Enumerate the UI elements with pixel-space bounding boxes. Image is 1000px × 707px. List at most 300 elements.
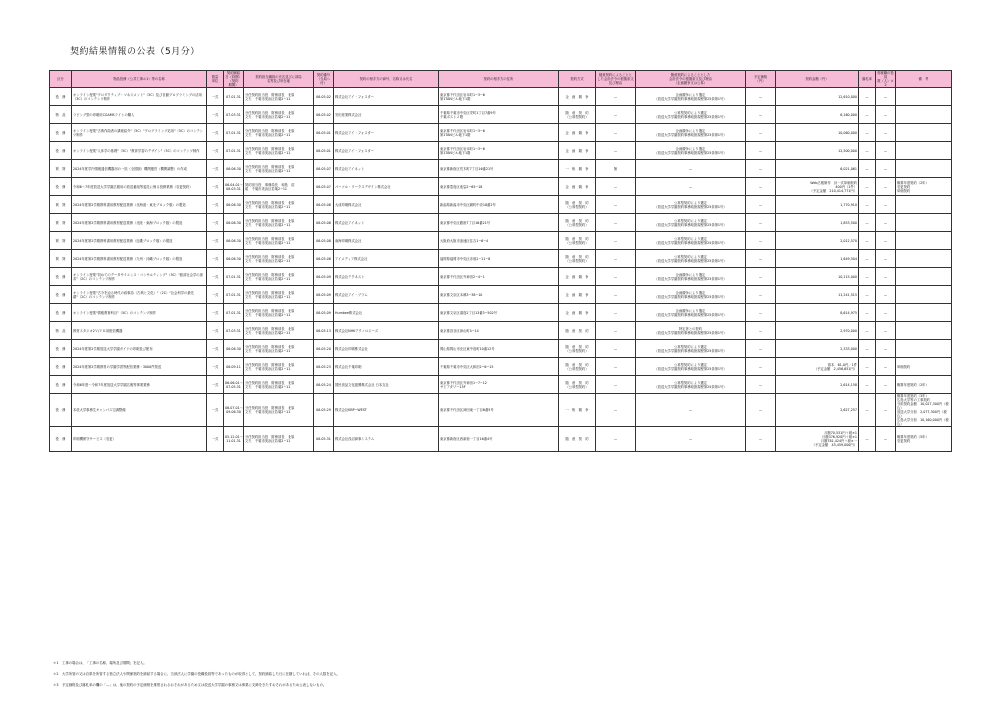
table-row [50,358,952,376]
table-cell: 賃 貸 [50,250,72,268]
table-cell: — [859,340,876,358]
table-cell: — [596,232,636,250]
table-cell [896,88,952,106]
table-cell: — [746,340,776,358]
table-cell [896,268,952,286]
table-cell: 東京都文京区本郷3−38−10 [439,286,559,304]
table-cell: 06.05.20 [314,340,334,358]
table-cell: — [746,250,776,268]
table-cell: 千葉県千葉市中央区栄町1丁目7番9号 千葉ポスト２階 [439,106,559,124]
table-cell: — [746,88,776,106]
table-cell: 06.05.09 [314,268,334,286]
table-cell: 公募型契約により選定 （放送大学学園契約事務取扱規程第25条第1号） [636,376,746,394]
table-cell: 06.05.02 [314,88,334,106]
table-cell: 役 務 [50,304,72,322]
table-cell: 随 意 契 約 （公募型契約） [559,250,596,268]
table-cell: 一 般 競 争 [559,394,596,427]
table-cell: 1,853,500 [776,214,859,232]
table-cell: 公募型契約により選定 （放送大学学園契約事務取扱規程第25条第1号） [636,232,746,250]
page-title: 契約結果情報の公表（5月分） [70,47,200,57]
table-cell: 概算年度契約（5年） 変更契約 [896,427,952,452]
table-cell: — [596,427,636,452]
column-header: 契約金額（円） [776,71,859,88]
table-row [50,376,952,394]
table-row [50,232,952,250]
table-row [50,214,952,232]
table-row [50,322,952,340]
table-cell: 一式 [207,196,224,214]
table-cell: 一 般 競 争 [559,160,596,178]
table-cell: 役 務 [50,142,72,160]
table-cell: — [859,322,876,340]
column-header: 物品役務（公共工事＊1）等の名称 [72,71,207,88]
table-cell: — [746,358,776,376]
table-cell: 一式 [207,268,224,286]
table-cell: 企画競争により選定 （放送大学学園契約事務取扱規程第25条第1号） [636,124,746,142]
table-cell: — [859,376,876,394]
table-cell: 企 画 競 争 [559,142,596,160]
table-cell: 東京都千代田区岩本町1−3−6 第1TANビル地下1階 [439,142,559,160]
table-cell: 単価契約 [896,358,952,376]
table-cell [896,250,952,268]
table-cell: — [746,142,776,160]
table-cell: — [876,427,896,452]
table-cell: 06.05.23 [314,358,334,376]
table-cell: — [746,394,776,427]
table-cell: 基本 61,0円／1件 （予定金額 2,456,651円） [776,358,859,376]
table-cell: 東京都千代田区外神田1−7−12 サピアタワー15F [439,376,559,394]
column-header: 予定価格 （円） [746,71,776,88]
table-cell: — [746,376,776,394]
table-cell: — [859,394,876,427]
table-row [50,427,952,452]
table-row [50,394,952,427]
table-cell: 株式会社アイ・ブラム [334,286,439,304]
table-cell: 福岡県福岡市中央区赤坂2−11−8 [439,250,559,268]
column-header: 契約方式 [559,71,596,88]
table-cell: 12,610,000 [776,88,859,106]
table-cell: 公募型契約により選定 （放送大学学園契約事務取扱規程第25条第1号） [636,358,746,376]
table-cell: 役 務 [50,88,72,106]
table-cell: — [746,196,776,214]
table-cell: — [746,124,776,142]
table-cell: 賃 貸 [50,160,72,178]
column-header: 再就職の役員 数（人）＊2 [877,71,894,87]
table-cell: — [876,214,896,232]
table-row [50,196,952,214]
table-cell: 大成印刷株式会社 [334,196,439,214]
table-cell: 一式 [207,214,224,232]
table-cell: 06.05.08 [314,214,334,232]
table-cell: 安田産業株式会社 [334,106,439,124]
table-cell: — [859,268,876,286]
table-cell: — [636,394,746,427]
table-cell: 一式 [207,160,224,178]
table-cell: 役 務 [50,358,72,376]
table-cell: — [876,160,896,178]
column-header: 随意契約によることと した会計法令の根拠条文 及び理由 [596,71,636,88]
table-cell: 公募型契約により選定 （放送大学学園契約事務取扱規程第25条第1号） [636,214,746,232]
table-row [50,268,952,286]
table-cell: 07.01.31 [224,88,244,106]
table-row [50,88,952,106]
table-cell: 株式会社アイ・フォスター [334,88,439,106]
table-cell: 公募型契約により選定 （放送大学学園契約事務取扱規程第25条第1号） [636,250,746,268]
table-cell: 06.05.31 [314,427,334,452]
table-cell: — [859,427,876,452]
table-body [50,88,952,452]
table-cell: 役 務 [50,340,72,358]
table-cell [896,142,952,160]
table-cell: 公募型契約により選定 （放送大学学園契約事務取扱規程第25条第1号） [636,106,746,124]
table-cell: 06.05.08 [314,250,334,268]
table-cell: 株式会社印刷株式会社 [334,340,439,358]
table-cell: 2024年度第2学期教科書用教材配送業務（北海道・東北ブロック版）の製造 [72,196,207,214]
table-cell: 06.06.30 [224,196,244,214]
table-cell: 株式会社アイ・フォスター [334,142,439,160]
table-cell: — [746,427,776,452]
table-cell: 東京都千代田区神田東一丁目6番5号 [439,394,559,427]
table-cell [896,286,952,304]
table-cell: 06.05.29 [314,394,334,427]
table-cell: 賃 貸 [50,196,72,214]
table-cell: 一式 [207,286,224,304]
table-cell: 随 意 契 約 （公募型契約） [559,214,596,232]
table-cell: 一式 [207,142,224,160]
table-cell: 概算年度契約（2年） 変更契約 単価契約 [896,178,952,196]
table-cell: 無 [596,160,636,178]
table-row [50,304,952,322]
table-cell: — [746,286,776,304]
table-cell: 2,627,257 [776,394,859,427]
table-cell: 東京都新宿区西新宿一丁目16番4号 [439,427,559,452]
table-cell: 06.06.01〜 07.05.31 [224,376,244,394]
table-cell: 06.04.01〜 08.03.31 [224,178,244,196]
table-cell: 契約担当役 事務局長 和島 浩 昭 千葉市美浜区若葉2−11 [244,178,314,196]
table-cell [896,124,952,142]
table-cell: 一式 [207,340,224,358]
table-cell: 随 意 契 約 （公募型契約） [559,376,596,394]
table-cell: 一式 [207,427,224,452]
table-cell: — [596,304,636,322]
table-cell: オンライン授業"情報教育科目"（5C）のコンテンツ制作 [72,304,207,322]
table-cell: — [596,268,636,286]
table-cell: — [876,250,896,268]
table-cell: 06.06.30 [224,232,244,250]
table-cell: 随 意 契 約 （公募型契約） [559,358,596,376]
table-cell: 株式会社アイ・フォスター [334,124,439,142]
table-cell: 一式 [207,358,224,376]
table-cell: 賃 貸 [50,232,72,250]
table-cell: 06.05.07 [314,160,334,178]
table-cell: — [636,160,746,178]
table-cell: オンライン授業"古今を辿る時代の叙事詩（古典と文化）"（2C）"社会科学の最先端"（2C）のコンテンツ制作 [72,286,207,304]
table-row [50,250,952,268]
table-cell: — [876,196,896,214]
table-cell: 2024年度第2学期教材の学園学習等配信業務・3000件発送 [72,358,207,376]
table-cell: — [596,196,636,214]
table-cell [896,322,952,340]
table-cell: — [596,250,636,268]
table-cell: — [876,232,896,250]
table-cell: 分任契約担当役 財務部長 北原 文夫 千葉市美浜区若葉2−11 [244,250,314,268]
table-cell: 令和6〜7年度放送大学学園広報用の放送番組等委託に係る役務業務（変更契約） [72,178,207,196]
table-cell: 分任契約担当役 財務部長 北原 文夫 千葉市美浜区若葉2−11 [244,268,314,286]
table-cell: 企 画 競 争 [559,124,596,142]
table-cell: 分任契約担当役 財務部長 北原 文夫 千葉市美浜区若葉2−11 [244,142,314,160]
table-cell: 企 画 競 争 [559,286,596,304]
table-cell: 役 務 [50,394,72,427]
table-cell: 2,970,000 [776,322,859,340]
table-cell: — [859,232,876,250]
table-cell: 随 意 契 約 （公募型契約） [559,232,596,250]
table-cell: 2,333,000 [776,340,859,358]
table-cell: — [746,268,776,286]
table-cell: 東京都豊島区池袋2−65−18 [439,178,559,196]
table-cell: — [859,88,876,106]
table-cell: 役 務 [50,178,72,196]
table-cell: — [859,304,876,322]
table-cell: 分任契約担当役 財務部長 北原 文夫 千葉市美浜区若葉2−11 [244,196,314,214]
table-cell: 06.05.01 [314,124,334,142]
table-cell: 大阪府大阪市浪速区住吉1−6−4 [439,232,559,250]
table-cell: 分任契約担当役 財務部長 北原 文夫 千葉市美浜区若葉2−11 [244,232,314,250]
table-cell: 06.05.09 [314,286,334,304]
table-cell: 一式 [207,376,224,394]
column-header: 契約番号 （当局へ 付） [314,71,334,88]
table-cell: 国民食品文化振興株式会社 日本支社 [334,376,439,394]
table-cell: 物 品 [50,322,72,340]
footnote-2: ＊2 大学所管の又は自県を所管する独立法人や関係契約を締結する場合に、当該法人に学園の役職役員等であったものが取得として、契約締結した日に在籍していれば、その人数を記入。 [53,672,340,676]
table-cell: 06.07.01〜 09.06.30 [224,394,244,427]
table-cell: — [596,394,636,427]
table-cell: 07.01.31 [224,142,244,160]
column-header: 契約の相手方の商号、名称又は氏名 [334,71,439,88]
table-cell: 分任契約担当役 財務部長 北原 文夫 千葉市美浜区若葉2−11 [244,322,314,340]
footnotes [53,661,953,694]
table-cell: 分任契約担当役 財務部長 北原 文夫 千葉市美浜区若葉2−11 [244,394,314,427]
table-cell: — [876,394,896,427]
table-cell: 2,614,158 [776,376,859,394]
table-cell: 役 務 [50,286,72,304]
table-cell: — [746,232,776,250]
table-cell: ラビング型の印刷用CGAMSライトの購入 [72,106,207,124]
table-cell: 企 画 競 争 [559,88,596,106]
table-cell: 公募型契約により選定 （放送大学学園契約事務取扱規程第25条第1号） [636,340,746,358]
table-cell: 06.06.30 [224,214,244,232]
table-cell: 06.06.30 [224,340,244,358]
table-cell: 企画競争により選定 （放送大学学園契約事務取扱規程第25条第1号） [636,304,746,322]
table-cell: 06.09.11 [224,358,244,376]
table-cell: 概算年度契約（2年） [896,376,952,394]
table-cell: 2024年度第2学期放送大学学園ガイドの印刷及び配布 [72,340,207,358]
table-row [50,124,952,142]
table-cell: オンライン授業"人体学の基礎"（5C）"教育学習のデザイン"（5C）のコンテンツ制作 [72,142,207,160]
table-cell: — [596,376,636,394]
table-cell: 1,649,504 [776,250,859,268]
table-cell: — [859,142,876,160]
table-header-row [50,71,952,88]
table-cell: 8,614,975 [776,304,859,322]
table-cell: 賃 貸 [50,214,72,232]
table-cell: 分任契約担当役 財務部長 北原 文夫 千葉市美浜区若葉2−11 [244,106,314,124]
table-cell: オンライン授業"初めてのデータサイエンス・コンサルティング"（5C）"経済社会学の探求"（2C）のコンテンツ制作 [72,268,207,286]
table-cell: 2,012,570 [776,232,859,250]
table-cell: — [859,106,876,124]
table-cell: 分任契約担当役 財務部長 北原 文夫 千葉市美浜区若葉2−11 [244,340,314,358]
table-cell: 株式会社浅沼商事システム [334,427,439,452]
table-cell: 06.05.01 [314,142,334,160]
table-cell: 企 画 競 争 [559,304,596,322]
table-cell: — [876,106,896,124]
table-cell: 新潟県新潟市中央区鏡町中央18番2号 [439,196,559,214]
table-cell: — [876,88,896,106]
table-cell: Web広報制作 計一式単価契約 400円（1件） （予定金額 210,414,771円） [776,178,859,196]
table-cell: アイメディア株式会社 [334,250,439,268]
table-cell: 一式 [207,124,224,142]
table-cell: — [859,286,876,304]
table-cell [896,196,952,214]
table-cell: 企 画 競 争 [559,268,596,286]
table-cell: — [859,196,876,214]
table-cell: 随 意 契 約 [559,427,596,452]
table-cell: 分任契約担当役 財務部長 北原 文夫 千葉市美浜区若葉2−11 [244,124,314,142]
table-cell [896,214,952,232]
table-cell: 10,115,000 [776,268,859,286]
table-cell: 本放大学事務生キャンパス空調整備 [72,394,207,427]
table-cell: 教材スタジオ2Ｖ/ＶＲ用配信機器 [72,322,207,340]
table-cell: 東京都千代田区外神田2−4−1 [439,268,559,286]
table-cell: — [746,106,776,124]
table-cell: 07.03.31 [224,322,244,340]
table-cell: 株式会社アイネット [334,214,439,232]
table-cell: 東京都文京区湯島2丁目13番3−502号 [439,304,559,322]
table-row [50,340,952,358]
table-cell: 岡山県岡山市北区東中島町10番12号 [439,340,559,358]
table-row [50,178,952,196]
table-cell: 随 意 契 約 [559,322,596,340]
table-cell [896,106,952,124]
table-cell: 随 意 契 約 （公募型契約） [559,196,596,214]
table-cell: 11,241,515 [776,286,859,304]
table-cell: — [636,427,746,452]
table-cell: 一式 [207,106,224,124]
table-cell: — [859,124,876,142]
table-cell: 分任契約担当役 財務部長 北原 文夫 千葉市美浜区若葉2−11 [244,358,314,376]
table-cell: パーソル・ワークスデザイン株式会社 [334,178,439,196]
table-cell: — [596,358,636,376]
table-cell: 概算年度契約（3年） 広島大学等の工事契約 分担契約金額 10,027,300円（税込） 放送大学分担 2,077,300円（税込） 広島大学分担 10,160,000円（税込） [896,394,952,427]
table-cell: 06.06.30 [224,160,244,178]
table-cell: — [746,304,776,322]
table-cell: — [859,160,876,178]
column-header: 備 考 [896,71,952,88]
table-cell: 06.05.09 [314,304,334,322]
table-cell: — [876,286,896,304]
table-cell: 分任契約担当役 財務部長 北原 文夫 千葉市美浜区若葉2−11 [244,214,314,232]
table-cell: — [859,214,876,232]
table-cell: — [596,214,636,232]
table-cell: 06.05.02 [314,106,334,124]
table-cell: — [636,178,746,196]
table-cell: — [596,286,636,304]
table-cell: 06.05.08 [314,232,334,250]
table-cell: 役 務 [50,376,72,394]
table-cell: 06.06.30 [224,250,244,268]
table-cell: 令和6年度〜令和7年度放送大学学園広報等事業業務 [72,376,207,394]
column-header: 契約の相手方の住所 [439,71,559,88]
table-cell: 2024年度第2学期教科書用教材配送業務（近畿ブロック版）の製造 [72,232,207,250]
table-cell: 東京都千代田区岩本町1−3−6 第1TANビル地下1階 [439,124,559,142]
table-cell: 07.01.31 [224,304,244,322]
table-cell: 印刷機保守サービス（変更） [72,427,207,452]
table-cell: 企画競争により選定 （放送大学学園契約事務取扱規程第25条第1号） [636,142,746,160]
table-cell: 役 務 [50,268,72,286]
table-cell: 分任契約担当役 財務部長 北原 文夫 千葉市美浜区若葉2−11 [244,427,314,452]
table-cell: 06.05.07 [314,178,334,196]
table-cell: — [876,178,896,196]
table-cell: 特定者との契約 （放送大学学園契約事務取扱規程第25条第1号） [636,322,746,340]
table-cell: 06.05.08 [314,196,334,214]
table-cell: 分任契約担当役 財務部長 北原 文夫 千葉市美浜区若葉2−11 [244,304,314,322]
column-header: 数量 単位 [207,71,224,88]
table-cell: — [859,358,876,376]
table-cell: — [746,178,776,196]
table-cell: — [596,178,636,196]
table-cell: — [596,340,636,358]
table-cell: 06.05.13 [314,322,334,340]
table-cell: 分任契約担当役 財務部長 北原 文夫 千葉市美浜区若葉2−11 [244,88,314,106]
column-header: 随意契約によることとした 会計法令の根拠条文及び理由 （企画競争又は公募） [636,71,746,88]
table-cell: — [596,142,636,160]
table-cell [896,160,952,178]
table-cell: 一式 [207,250,224,268]
table-cell: — [876,304,896,322]
table-cell: 一式 [207,394,224,427]
contracts-table [49,70,952,452]
table-cell: 一式 [207,88,224,106]
table-cell: — [746,322,776,340]
table-cell: 分任契約担当役 財務部長 北原 文夫 千葉市美浜区若葉2−11 [244,160,314,178]
table-row [50,106,952,124]
table-cell [896,304,952,322]
table-cell: — [876,142,896,160]
table-cell: — [596,124,636,142]
table-row [50,160,952,178]
table-cell: — [596,88,636,106]
column-header: 契約担当職員の氏名並びに部局 名等及び所在地 [244,71,314,88]
table-cell: Humbee株式会社 [334,304,439,322]
table-cell: 一式 [207,178,224,196]
table-cell: 1,770,910 [776,196,859,214]
table-cell: オンライン授業"古典作曲者の講座紹介"（5C）"プログラミング応用"（5C）のコンテンツ制作 [72,124,207,142]
table-cell: — [876,268,896,286]
table-cell: 2024年度第2学期教科書用教材配送業務（九州・沖縄ブロック版）の製造 [72,250,207,268]
table-cell: 公募型契約により選定 （放送大学学園契約事務取扱規程第25条第1号） [636,196,746,214]
table-cell: 株式会社NHKテクノロジーズ [334,322,439,340]
table-row [50,142,952,160]
table-cell: 企 画 競 争 [559,178,596,196]
table-cell: — [876,358,896,376]
table-cell: — [746,160,776,178]
table-cell: 分任契約担当役 財務部長 北原 文夫 千葉市美浜区若葉2−11 [244,286,314,304]
table-cell: 株式会社アイネット [334,160,439,178]
table-cell: 05.12.01〜 11.01.31 [224,427,244,452]
table-cell: 一式 [207,322,224,340]
table-cell: 企画競争により選定 （放送大学学園契約事務取扱規程第25条第1号） [636,286,746,304]
table-cell: 12,500,000 [776,142,859,160]
table-cell: 06.05.24 [314,376,334,394]
